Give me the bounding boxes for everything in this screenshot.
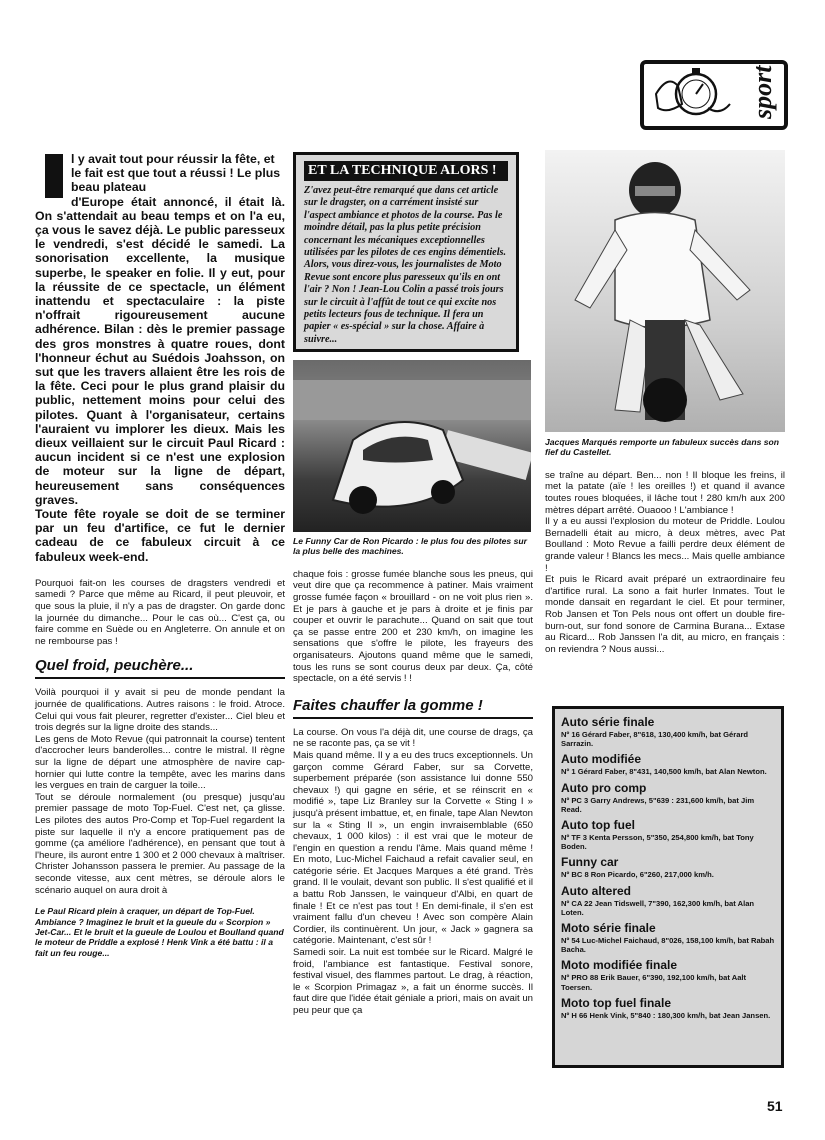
- result-detail: Nº PC 3 Garry Andrews, 5"639 : 231,600 km/h, bat Jim Read.: [561, 795, 755, 814]
- paragraph: chaque fois : grosse fumée blanche sous les pneus, qui veut dire que ça recommence à patiner. Mais vraiment grosse fumée façon « brouillard - on ne voit plus rien ». Et je pars à gauche et je pars à droite et je finis par couper et ouvrir le parachute... Quand on sait que tout ça se passe entre 200 et 230 km/h, on imagine les sensations que s'offre le pilote, les frayeurs des organisateurs. Ajoutons quand même que le samedi, tous les runs se sont courus deux par deux. Ça, côté spectacle, on a été servis ! !: [293, 568, 533, 685]
- result-detail: Nº BC 8 Ron Picardo, 6"260, 217,000 km/h.: [561, 870, 714, 880]
- paragraph: Les gens de Moto Revue (qui patronnait la course) tentent d'accrocher leurs banderolles... contre le mistral. Il règne sur la ligne de départ une atmosphère de navire cap-hornier qui lutte contre la tempête, avec les marins dans les vergues en train de carguer la toile...: [35, 733, 285, 792]
- result-detail: Nº 54 Luc-Michel Faichaud, 8"026, 158,100 km/h, bat Rabah Bacha.: [561, 936, 775, 955]
- box-title: ET LA TECHNIQUE ALORS !: [304, 161, 508, 181]
- paragraph: Pourquoi fait-on les courses de dragsters vendredi et samedi ? Parce que même au Ricard, il peut pleuvoir, et que sous la pluie, il n'y a pas de dragster. On garde donc la journée du dimanche... Pour le cas où... C'est ça, ou faire comme en Suède ou en Angleterre. On annule et on ne rembourse pas !: [35, 577, 285, 647]
- result-category: Moto modifiée finale: [561, 958, 678, 973]
- paragraph: Tout se déroule normalement (ou presque) jusqu'au premier passage de moto Top-Fuel. C'est net, ça glisse. Les pilotes des autos Pro-Comp et Top-Fuel regardent la piste sur laquelle il n'y a encore pratiquement pas de gomme (ça améliore l'adhérence), en pensant que tout à l'heure, ils auront entre 1 300 et 2 000 chevaux à maîtriser. Christer Johansson passera le premier. Au passage de la seconde vitesse, aux cent mètres, se déroule alors le scénario auquel on aura droit à: [35, 791, 285, 896]
- rider-photo: [545, 150, 785, 432]
- stopwatch-hand-icon: [648, 64, 738, 122]
- result-detail: Nº TF 3 Kenta Persson, 5"350, 254,800 km/h, bat Tony Boden.: [561, 833, 754, 852]
- result-detail: Nº CA 22 Jean Tidswell, 7"390, 162,300 km/h, bat Alan Loten.: [561, 898, 755, 917]
- funny-car-photo: [293, 360, 531, 532]
- section-heading: Faites chauffer la gomme !: [293, 697, 533, 719]
- column-2: [293, 536, 533, 1017]
- sidebar-box: [293, 152, 519, 352]
- result-category: Auto top fuel: [561, 818, 635, 833]
- column-1: [35, 152, 285, 958]
- sport-logo-text: sport: [748, 65, 777, 119]
- result-category: Auto altered: [561, 883, 632, 898]
- results-box: [552, 706, 784, 1068]
- section-heading: Quel froid, peuchère...: [35, 657, 285, 679]
- lead-opening: l y avait tout pour réussir la fête, et le fait est que tout a réussi ! Le plus beau plateau: [71, 152, 281, 195]
- result-category: Auto pro comp: [561, 780, 647, 795]
- paragraph: Il y a eu aussi l'explosion du moteur de Priddle. Loulou Bernadelli était au micro, à deux mètres, avec Pat Boulland : Moto Revue a failli perdre deux élément de grande valeur ! Blancs les mecs... Mais quelle ambiance !: [545, 516, 785, 574]
- paragraph: Voilà pourquoi il y avait si peu de monde pendant la journée de qualifications. Autres raisons : le froid. Atroce. Celui qui vous fait pleurer, regretter d'exister... Ciel bleu et trois degrés sur la ligne droite des stands...: [35, 687, 285, 734]
- result-detail: Nº H 66 Henk Vink, 5"840 : 180,300 km/h, bat Jean Jansen.: [561, 1010, 771, 1020]
- paragraph: La course. On vous l'a déjà dit, une course de drags, ça ne se raconte pas, ça se vit !: [293, 726, 533, 750]
- lead-text: d'Europe était annoncé, il était là. On s'attendait au beau temps et on l'a eu, ça vous le savez déjà. Le public paresseux le vendredi, s'est décidé le samedi. La sonorisation excellente, la musique superbe, le speaker en folie. Il y eut, pour la réussite de ce spectacle, un élément inattendu et spectaculaire : la piste n'offrait rigoureusement aucune adhérence. Bilan : dès le premier passage des gros monstres à quatre roues, dont l'honneur échut au Suédois Joahsson, on sut que les travers allaient être les rois de la fête. Ceci pour le plus grand plaisir du public, nettement moins pour celui des pilotes. Quant à l'organisateur, certains l'auraient vu implorer les dieux. Mais les dieux veillaient sur le circuit Paul Ricard : aucun incident si ce n'est une explosion de moteur sur la ligne de départ, heureusement sans conséquences graves.: [35, 194, 285, 507]
- paragraph: Samedi soir. La nuit est tombée sur le Ricard. Malgré le froid, l'ambiance est fantastique. Festival sonore, festival visuel, des flammes partout. Le drag, à réaction, le « Scorpion Primagaz », a fait un énorme succès. Il faut dire que l'idée était géniale a priori, mais on avait un peu peur que ça: [293, 947, 533, 1016]
- paragraph: se traîne au départ. Ben... non ! Il bloque les freins, il met la patate (aïe ! les oreilles !) et quand il avance toutes roues bloquées, il lâche tout ! 280 km/h aux 200 mètres départ arrêté. Ouaooo ! L'ambiance !: [545, 469, 785, 516]
- box-text: Z'avez peut-être remarqué que dans cet article sur le dragster, on a carrément insisté sur l'aspect ambiance et photos de la course. Pas le moindre détail, pas la plus petite précision concernant les mécaniques exceptionnelles utilisées par les pilotes de ces engins démentiels. Alors, vous direz-vous, les journalistes de Moto Revue sont encore plus paresseux qu'ils en ont l'air ? Non ! Jean-Lou Colin a passé trois jours sur le circuit à l'affût de tout ce qui excite nos petits lecteurs fous de technique. Il fera un papier « es-spécial » sur la chose. Affaire à suivre...: [304, 185, 507, 345]
- sport-logo: [640, 60, 788, 130]
- rider-illustration: [545, 150, 785, 432]
- result-category: Funny car: [561, 855, 619, 870]
- result-category: Moto série finale: [561, 921, 656, 936]
- lead-final: Toute fête royale se doit de se terminer par un feu d'artifice, ce fut le dernier cadeau de ce fabuleux circuit à ce fabuleux week-end.: [35, 507, 285, 564]
- result-category: Auto modifiée: [561, 752, 641, 767]
- photo-caption: Le Paul Ricard plein à craquer, un départ de Top-Fuel. Ambiance ? Imaginez le bruit et la gueule du « Scorpion » Jet-Car... Et le bruit et la gueule de Loulou et Boulland quand le moteur de Priddle a explosé ! Henk Vink a été battu : il a fait un feu rouge...: [35, 906, 284, 958]
- result-category: Moto top fuel finale: [561, 995, 671, 1010]
- funny-car-illustration: [293, 360, 531, 532]
- results-list: [561, 715, 775, 1020]
- result-detail: Nº PRO 88 Erik Bauer, 6"390, 192,100 km/h, bat Aalt Toersen.: [561, 973, 747, 992]
- lead-block: [35, 152, 285, 195]
- paragraph: Mais quand même. Il y a eu des trucs exceptionnels. Un garçon comme Gérard Faber, sur sa Corvette, superbement préparée (son assistance lui donne 550 chevaux !) qui gagne en série, et se réinscrit en « modifié », tape Liz Branley sur la Corvette « Sting I » jusqu'à présent imbattue, et, en finale, tape Alan Newton sur la « Sting II », un engin invraisemblable (650 chevaux, 1 000 kilos) : il est vrai que le moteur de l'engin en question a rendu l'âme. Mais quand même ! En moto, Luc-Michel Faichaud a refait cavalier seul, en catégorie série. Et Jacques Marques a été grand. Très grand. Il le voulait, devant son public. Il s'est qualifié et il a battu Rob Janssen, le vainqueur d'Albi, en quart de finale ! Et ce n'est pas tout ! En demi-finale, il s'en est vraiment fallu d'un cheveu ! Avec son compère Alain Cordier, ils continuèrent. Un jour, « Jack » gagnera sa catégorie. Maintenant, c'est sûr !: [293, 749, 533, 947]
- photo-caption: Le Funny Car de Ron Picardo : le plus fou des pilotes sur la plus belle des machines.: [293, 536, 527, 557]
- result-category: Auto série finale: [561, 715, 655, 729]
- result-detail: Nº 16 Gérard Faber, 8"618, 130,400 km/h, bat Gérard Sarrazin.: [561, 730, 749, 749]
- photo-caption: Jacques Marqués remporte un fabuleux succès dans son fief du Castellet.: [545, 437, 780, 458]
- column-3: [545, 437, 785, 655]
- drop-cap: [45, 154, 63, 198]
- paragraph: Et puis le Ricard avait préparé un extraordinaire feu d'artifice rural. La sono a fait hurler Inmates. Tout le monde dansait en regardant le ciel. Et pour terminer, Rob Jansen et Ton Pels nous ont offert un double fire-burn-out, sur fond sonore de Carmina Burana... Extase au Ricard... Rob Janssen l'a dit, au micro, en français : on reviendra ? Nous aussi...: [545, 574, 785, 655]
- page-number: 51: [767, 1098, 783, 1114]
- result-detail: Nº 1 Gérard Faber, 8"431, 140,500 km/h, bat Alan Newton.: [561, 767, 767, 777]
